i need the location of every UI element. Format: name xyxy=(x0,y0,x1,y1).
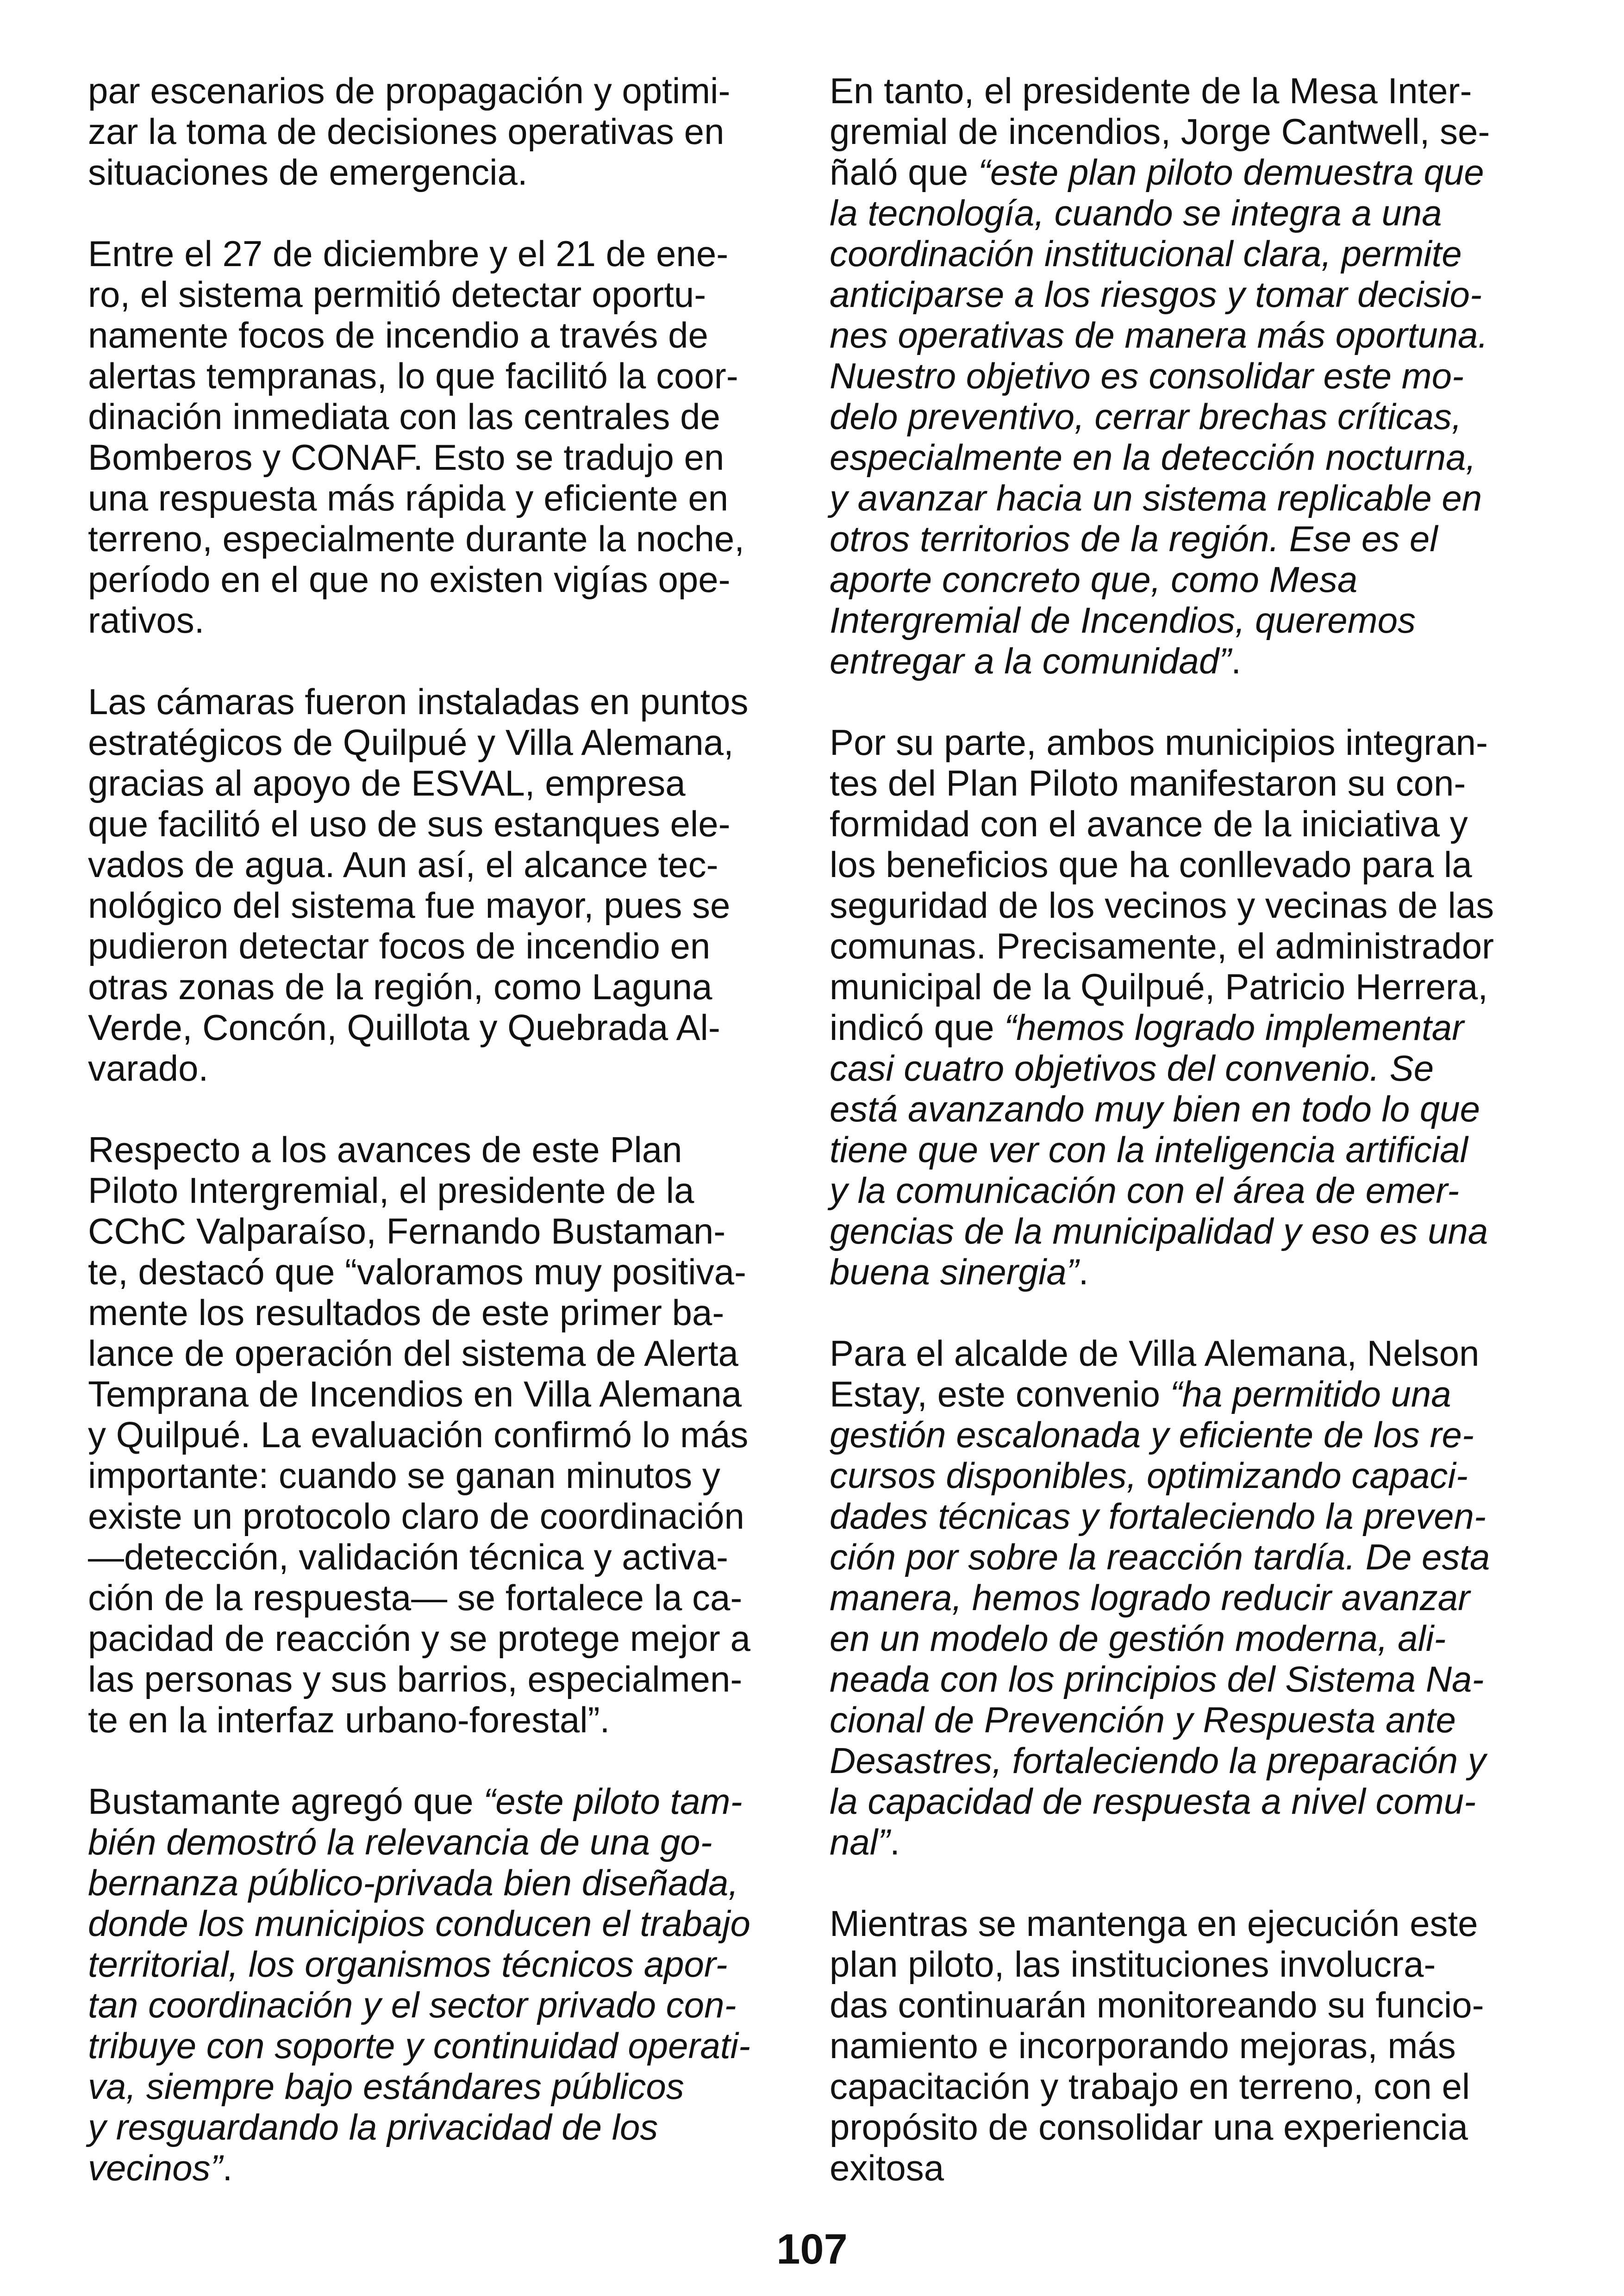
left-column xyxy=(88,70,801,2229)
paragraph: Las cámaras fueron instaladas en puntos estratégicos de Quilpué y Villa Alemana, gracias al apoyo de ESVAL, empresa que facilitó el uso de sus estanques ele- vados de agua. Aun así, el alcance tec- nológico del sistema fue mayor, pues se pudieron detectar focos de incendio en otras zonas de la región, como Laguna Verde, Concón, Quillota y Quebrada Al- varado. xyxy=(88,681,749,1089)
quote-text: “hemos logrado implementar casi cuatro objetivos del convenio. Se está avanzando muy bien en todo lo que tiene que ver con la inteligencia artificial y la comunicación con el área de emer- gencias de la municipalidad y eso es una buena sinergia” xyxy=(830,1007,1488,1292)
page-number: 107 xyxy=(776,2226,848,2273)
paragraph: Entre el 27 de diciembre y el 21 de ene- ro, el sistema permitió detectar oportu- namente focos de incendio a través de alertas tempranas, lo que facilitó la coor- dinación inmediata con las centrales de Bomberos y CONAF. Esto se tradujo en una respuesta más rápida y eficiente en terreno, especialmente durante la noche, período en el que no existen vigías ope- rativos. xyxy=(88,233,744,641)
paragraph xyxy=(830,722,1543,1292)
paragraph: Respecto a los avances de este Plan Piloto Intergremial, el presidente de la CChC Valparaíso, Fernando Bustaman- te, destacó que “valoramos muy positiva- mente los resultados de este primer ba- lance de operación del sistema de Alerta Temprana de Incendios en Villa Alemana y Quilpué. La evaluación confirmó lo más importante: cuando se ganan minutos y existe un protocolo claro de coordinación —detección, validación técnica y activa- ción de la respuesta— se fortalece la ca- pacidad de reacción y se protege mejor a las personas y sus barrios, especialmen- te en la interfaz urbano-forestal”. xyxy=(88,1129,750,1740)
paragraph-lead: En tanto, el presidente de la Mesa Inter- gremial de incendios, Jorge Cantwell, se- ñaló que xyxy=(830,70,1490,193)
quote-text: “ha permitido una gestión escalonada y eficiente de los re- cursos disponibles, optimizando capaci- dades técnicas y fortaleciendo la preven- ción por sobre la reacción tardía. De esta manera, hemos logrado reducir avanzar en un modelo de gestión moderna, ali- neada con los principios del Sistema Na- cional de Prevención y Respuesta ante Desastres, fortaleciendo la preparación y la capacidad de respuesta a nivel comu- nal” xyxy=(830,1374,1490,1862)
paragraph-lead: Bustamante agregó que xyxy=(88,1781,484,1822)
paragraph: Mientras se mantenga en ejecución este plan piloto, las instituciones involucra- das continuarán monitoreando su funcio- namiento e incorporando mejoras, más capacitación y trabajo en terreno, con el propósito de consolidar una experiencia exitosa xyxy=(830,1903,1484,2188)
paragraph-tail: . xyxy=(890,1822,900,1862)
paragraph-tail: . xyxy=(1078,1251,1089,1292)
quote-text: “este plan piloto demuestra que la tecnología, cuando se integra a una coordinación institucional clara, permite anticiparse a los riesgos y tomar decisio- nes operativas de manera más oportuna. Nuestro objetivo es consolidar este mo- delo preventivo, cerrar brechas críticas, especialmente en la detección nocturna, y avanzar hacia un sistema replicable en otros territorios de la región. Ese es el aporte concreto que, como Mesa Intergremial de Incendios, queremos entregar a la comunidad” xyxy=(830,152,1488,681)
paragraph xyxy=(830,70,1543,681)
right-column xyxy=(830,70,1543,2229)
paragraph xyxy=(88,1781,801,2188)
paragraph-tail: . xyxy=(1231,641,1241,681)
paragraph-lead: Para el alcalde de Villa Alemana, Nelson Estay, este convenio xyxy=(830,1333,1480,1414)
paragraph: par escenarios de propagación y optimi- zar la toma de decisiones operativas en situaciones de emergencia. xyxy=(88,70,731,193)
paragraph-lead: Por su parte, ambos municipios integran- tes del Plan Piloto manifestaron su con- formidad con el avance de la iniciativa y los beneficios que ha conllevado para la seguridad de los vecinos y vecinas de las comunas. Precisamente, el administrador municipal de la Quilpué, Patricio Herrera, indicó que xyxy=(830,722,1494,1048)
quote-text: “este piloto tam- bién demostró la relevancia de una go- bernanza público-privada bien diseñada, donde los municipios conducen el trabajo territorial, los organismos técnicos apor- tan coordinación y el sector privado con- tribuye con soporte y continuidad operati- va, siempre bajo estándares públicos y resguardando la privacidad de los vecinos” xyxy=(88,1781,750,2188)
paragraph-tail: . xyxy=(222,2147,233,2188)
paragraph xyxy=(830,1333,1543,1862)
